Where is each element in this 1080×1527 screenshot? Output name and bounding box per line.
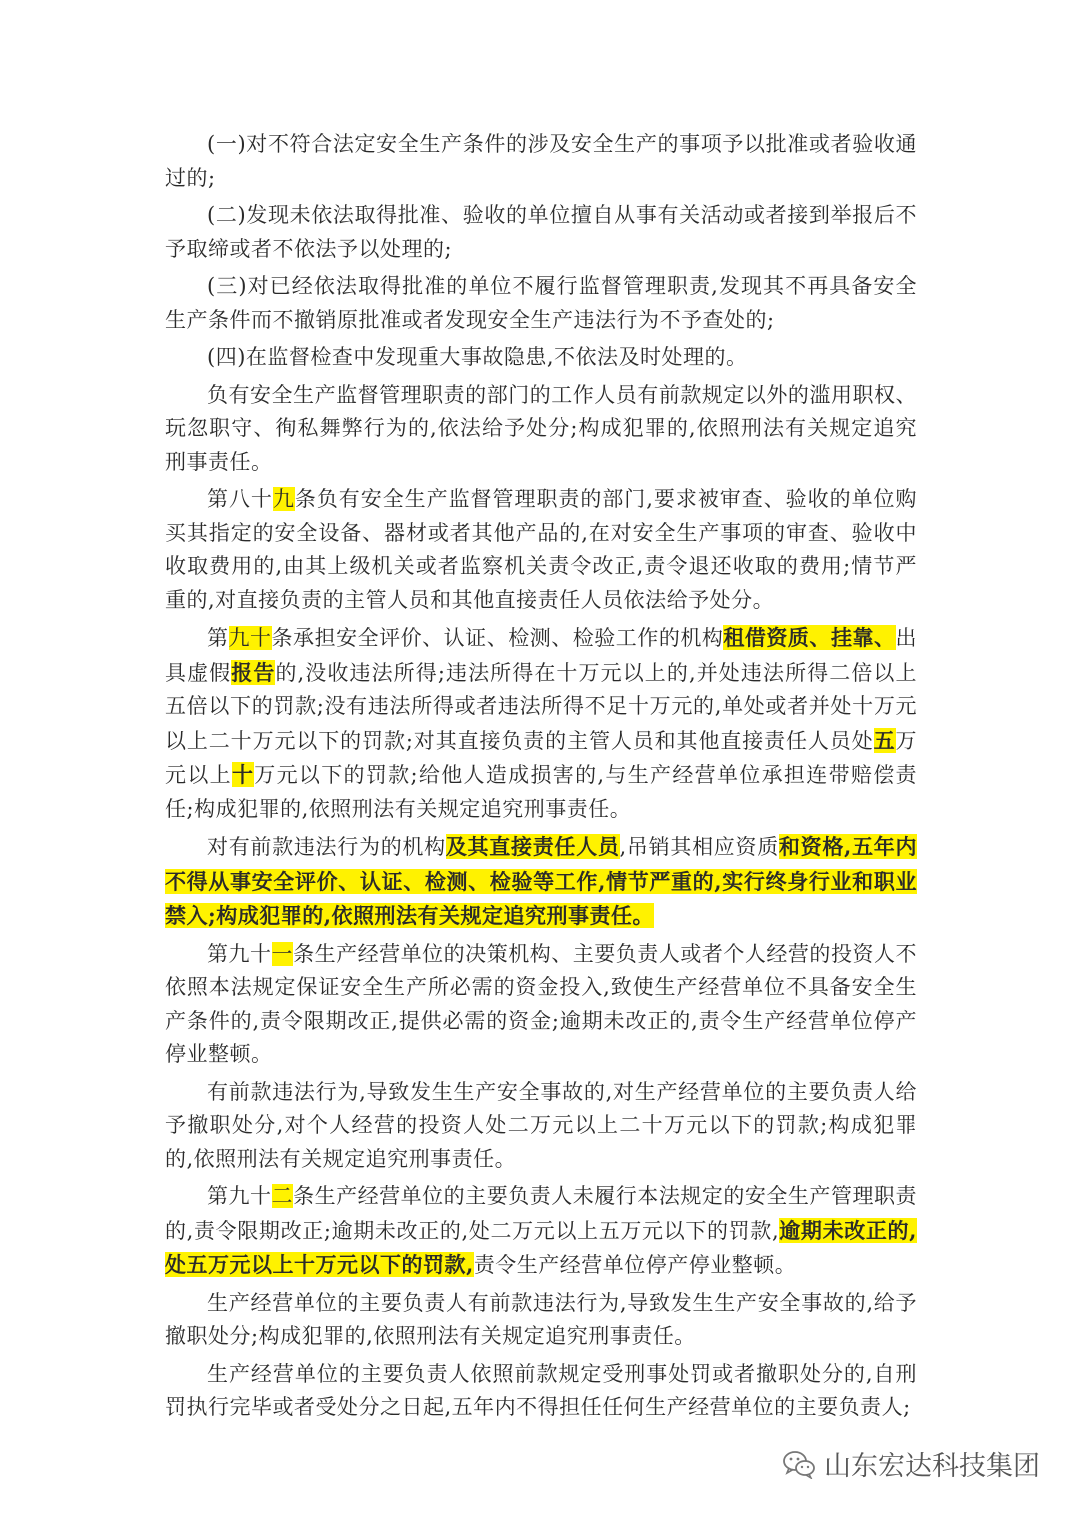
article-91 xyxy=(165,938,917,1072)
document-page xyxy=(165,128,917,1429)
article-90-body-2: 出具虚假 xyxy=(165,626,917,685)
watermark xyxy=(782,1444,1040,1483)
article-90-body-5: 万元以下的罚款;给他人造成损害的,与生产经营单位承担连带赔偿责任;构成犯罪的,依照刑法有关规定追究刑事责任。 xyxy=(165,763,918,821)
clause-item-4: (四)在监督检查中发现重大事故隐患,不依法及时处理的。 xyxy=(207,345,748,369)
article-90-prefix: 第 xyxy=(207,626,229,650)
article-89-body: 条负有安全生产监督管理职责的部门,要求被审查、验收的单位购买其指定的安全设备、器材或者其他产品的,在对安全生产事项的审查、验收中收取费用的,由其上级机关或者监察机关责令改正,责令退还收取的费用;情节严重的,对直接负责的主管人员和其他直接责任人员依法给予处分。 xyxy=(165,487,917,612)
article-90-highlight-ten: 十 xyxy=(231,762,255,787)
article-90 xyxy=(165,621,917,826)
watermark-text: 山东宏达科技集团 xyxy=(824,1451,1040,1482)
institution-penalty-highlight-1: 及其直接责任人员 xyxy=(445,834,620,859)
article-90-highlight-five: 五 xyxy=(873,727,896,753)
article-92 xyxy=(165,1180,917,1283)
article-92-highlight: 二 xyxy=(271,1184,294,1208)
article-92-body-1: 条生产经营单位的主要负责人未履行本法规定的安全生产管理职责的,责令限期改正;逾期未改正的,处二万元以上五万元以下的罚款, xyxy=(165,1184,917,1243)
article-90-highlight-report: 报告 xyxy=(231,659,276,685)
paragraph-abuse-of-power: 负有安全生产监督管理职责的部门的工作人员有前款规定以外的滥用职权、玩忽职守、徇私舞弊行为的,依法给予处分;构成犯罪的,依照刑法有关规定追究刑事责任。 xyxy=(165,382,917,474)
clause-item-1: (一)对不符合法定安全生产条件的涉及安全生产的事项予以批准或者验收通过的; xyxy=(165,132,917,190)
institution-penalty-prefix: 对有前款违法行为的机构 xyxy=(207,835,446,859)
article-91-highlight: 一 xyxy=(271,941,294,966)
article-92-body-2: 责令生产经营单位停产停业整顿。 xyxy=(473,1253,797,1277)
clause-item-3: (三)对已经依法取得批准的单位不履行监督管理职责,发现其不再具备安全生产条件而不撤销原批准或者发现安全生产违法行为不予查处的; xyxy=(165,274,917,332)
article-90-body-1: 条承担安全评价、认证、检测、检验工作的机构 xyxy=(271,626,724,650)
article-91-prefix: 第九十 xyxy=(207,941,272,966)
article-90-highlight-leasing: 租借资质、挂靠、 xyxy=(723,625,896,650)
institution-penalty-body: ,吊销其相应资质 xyxy=(619,835,779,859)
article-90-number-highlight: 九十 xyxy=(228,626,272,650)
paragraph-five-year-ban: 生产经营单位的主要负责人依照前款规定受刑事处罚或者撤职处分的,自刑罚执行完毕或者受处分之日起,五年内不得担任任何生产经营单位的主要负责人; xyxy=(165,1361,917,1419)
article-90-body-3: 的,没收违法所得;违法所得在十万元以上的,并处违法所得二倍以上五倍以下的罚款;没有违法所得或者违法所得不足十万元的,单处或者并处十万元以上二十万元以下的罚款;对其直接负责的主管人员和其他直接责任人员处 xyxy=(165,660,918,753)
paragraph-accident-liability: 生产经营单位的主要负责人有前款违法行为,导致发生生产安全事故的,给予撤职处分;构成犯罪的,依照刑法有关规定追究刑事责任。 xyxy=(165,1290,917,1348)
article-91-body: 条生产经营单位的决策机构、主要负责人或者个人经营的投资人不依照本法规定保证安全生产所必需的资金投入,致使生产经营单位不具备安全生产条件的,责令限期改正,提供必需的资金;逾期未改正的,责令生产经营单位停产停业整顿。 xyxy=(165,941,917,1066)
article-92-highlight-penalty: 逾期未改正的,处五万元以上十万元以下的罚款, xyxy=(165,1217,917,1277)
wechat-icon xyxy=(782,1449,816,1479)
paragraph-institution-penalty xyxy=(165,830,917,934)
article-90-body-4: 万元以上 xyxy=(165,728,918,787)
clause-item-2: (二)发现未依法取得批准、验收的单位擅自从事有关活动或者接到举报后不予取缔或者不依法予以处理的; xyxy=(165,203,917,261)
article-89 xyxy=(165,483,917,617)
article-89-prefix: 第八十 xyxy=(207,487,273,511)
article-92-prefix: 第九十 xyxy=(207,1184,272,1208)
paragraph-dismissal: 有前款违法行为,导致发生生产安全事故的,对生产经营单位的主要负责人给予撤职处分,对个人经营的投资人处二万元以上二十万元以下的罚款;构成犯罪的,依照刑法有关规定追究刑事责任。 xyxy=(165,1079,917,1171)
article-89-highlight: 九 xyxy=(272,487,295,511)
institution-penalty-highlight-2: 和资格,五年内不得从事安全评价、认证、检测、检验等工作,情节严重的,实行终身行业和职业禁入;构成犯罪的,依照刑法有关规定追究刑事责任。 xyxy=(165,834,918,928)
